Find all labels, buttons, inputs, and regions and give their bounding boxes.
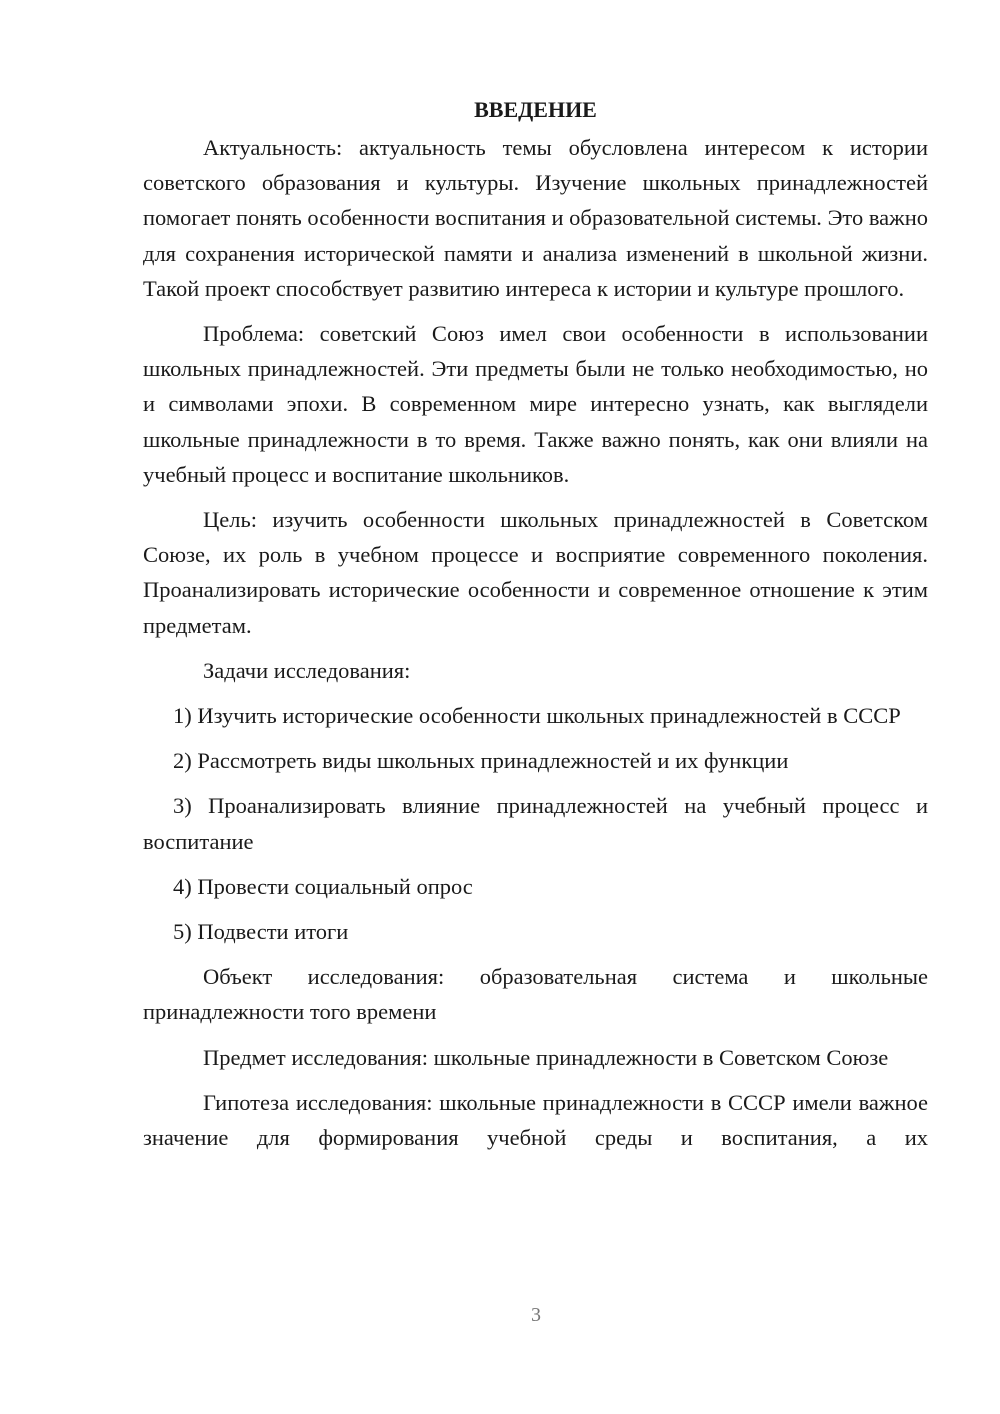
document-page bbox=[143, 92, 928, 1165]
task-item-5: 5) Подвести итоги bbox=[173, 919, 349, 945]
paragraph-object: Объект исследования: образовательная система и школьные принадлежности того времени bbox=[143, 964, 928, 1025]
task-item-2: 2) Рассмотреть виды школьных принадлежностей и их функции bbox=[173, 748, 789, 774]
paragraph-problem: Проблема: советский Союз имел свои особенности в использовании школьных принадлежностей. Эти предметы были не только необходимостью, но и символами эпохи. В современном мире интересно узнать, как выглядели школьные принадлежности в то время. Также важно понять, как они влияли на учебный процесс и воспитание школьников. bbox=[143, 321, 928, 487]
paragraph-goal: Цель: изучить особенности школьных принадлежностей в Советском Союзе, их роль в учебном процессе и восприятие современного поколения. Проанализировать исторические особенности и современное отношение к этим предметам. bbox=[143, 507, 928, 638]
paragraph-relevance: Актуальность: актуальность темы обусловлена интересом к истории советского образования и культуры. Изучение школьных принадлежностей помогает понять особенности воспитания и образовательной системы. Это важно для сохранения исторической памяти и анализа изменений в школьной жизни. Такой проект способствует развитию интереса к истории и культуре прошлого. bbox=[143, 135, 928, 301]
paragraph-subject: Предмет исследования: школьные принадлежности в Советском Союзе bbox=[203, 1044, 889, 1070]
task-item-1: 1) Изучить исторические особенности школьных принадлежностей в СССР bbox=[173, 703, 901, 729]
section-title: ВВЕДЕНИЕ bbox=[474, 97, 597, 122]
task-item-4: 4) Провести социальный опрос bbox=[173, 873, 473, 899]
paragraph-hypothesis: Гипотеза исследования: школьные принадлежности в СССР имели важное значение для формирования учебной среды и воспитания, а их bbox=[143, 1089, 928, 1151]
task-item-3: 3) Проанализировать влияние принадлежностей на учебный процесс и воспитание bbox=[143, 793, 928, 854]
paragraph-tasks-heading: Задачи исследования: bbox=[203, 657, 411, 683]
page-number: 3 bbox=[531, 1304, 541, 1326]
